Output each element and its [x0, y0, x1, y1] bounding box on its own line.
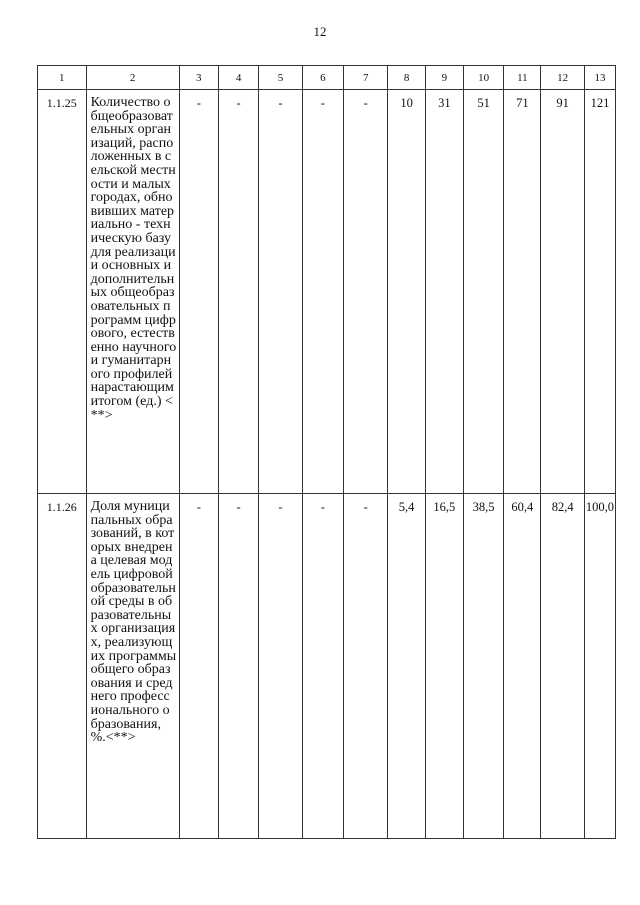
header-cell: 5: [259, 66, 302, 90]
row-code: 1.1.25: [38, 90, 87, 494]
value-cell: 91: [541, 90, 584, 494]
header-cell: 10: [463, 66, 503, 90]
header-cell: 13: [584, 66, 615, 90]
header-cell: 11: [504, 66, 541, 90]
value-cell: 51: [463, 90, 503, 494]
header-cell: 3: [179, 66, 218, 90]
value-cell: -: [344, 90, 388, 494]
header-cell: 2: [86, 66, 179, 90]
row-name: Количество общеобразовательных организаций, расположенных в сельской местности и малых городах, обновивших материально - техническую базу для реализации основных и дополнительных общеобразовательных программ цифрового, естественно научного и гуманитарного профилей нарастающим итогом (ед.) <**>: [86, 90, 179, 494]
value-cell: -: [302, 494, 343, 839]
value-cell: -: [179, 90, 218, 494]
value-cell: -: [344, 494, 388, 839]
value-cell: 38,5: [463, 494, 503, 839]
value-cell: 71: [504, 90, 541, 494]
value-cell: 100,0: [584, 494, 615, 839]
indicators-table: [37, 65, 616, 839]
header-row: [38, 66, 616, 90]
value-cell: 82,4: [541, 494, 584, 839]
table-row: [38, 494, 616, 839]
page-number: 12: [313, 24, 327, 39]
value-cell: 5,4: [388, 494, 425, 839]
header-cell: 6: [302, 66, 343, 90]
value-cell: 31: [425, 90, 463, 494]
value-cell: 121: [584, 90, 615, 494]
header-cell: 7: [344, 66, 388, 90]
header-cell: 9: [425, 66, 463, 90]
header-cell: 12: [541, 66, 584, 90]
header-cell: 1: [38, 66, 87, 90]
value-cell: -: [218, 90, 258, 494]
value-cell: -: [259, 90, 302, 494]
header-cell: 4: [218, 66, 258, 90]
value-cell: -: [218, 494, 258, 839]
row-name: Доля муниципальных образований, в которых внедрена целевая модель цифровой образовательной среды в образовательных организациях, реализующих программы общего образования и среднего профессионального образования, %.<**>: [86, 494, 179, 839]
header-cell: 8: [388, 66, 425, 90]
value-cell: 60,4: [504, 494, 541, 839]
value-cell: 10: [388, 90, 425, 494]
value-cell: -: [302, 90, 343, 494]
value-cell: -: [259, 494, 302, 839]
table-row: [38, 90, 616, 494]
value-cell: 16,5: [425, 494, 463, 839]
value-cell: -: [179, 494, 218, 839]
row-code: 1.1.26: [38, 494, 87, 839]
